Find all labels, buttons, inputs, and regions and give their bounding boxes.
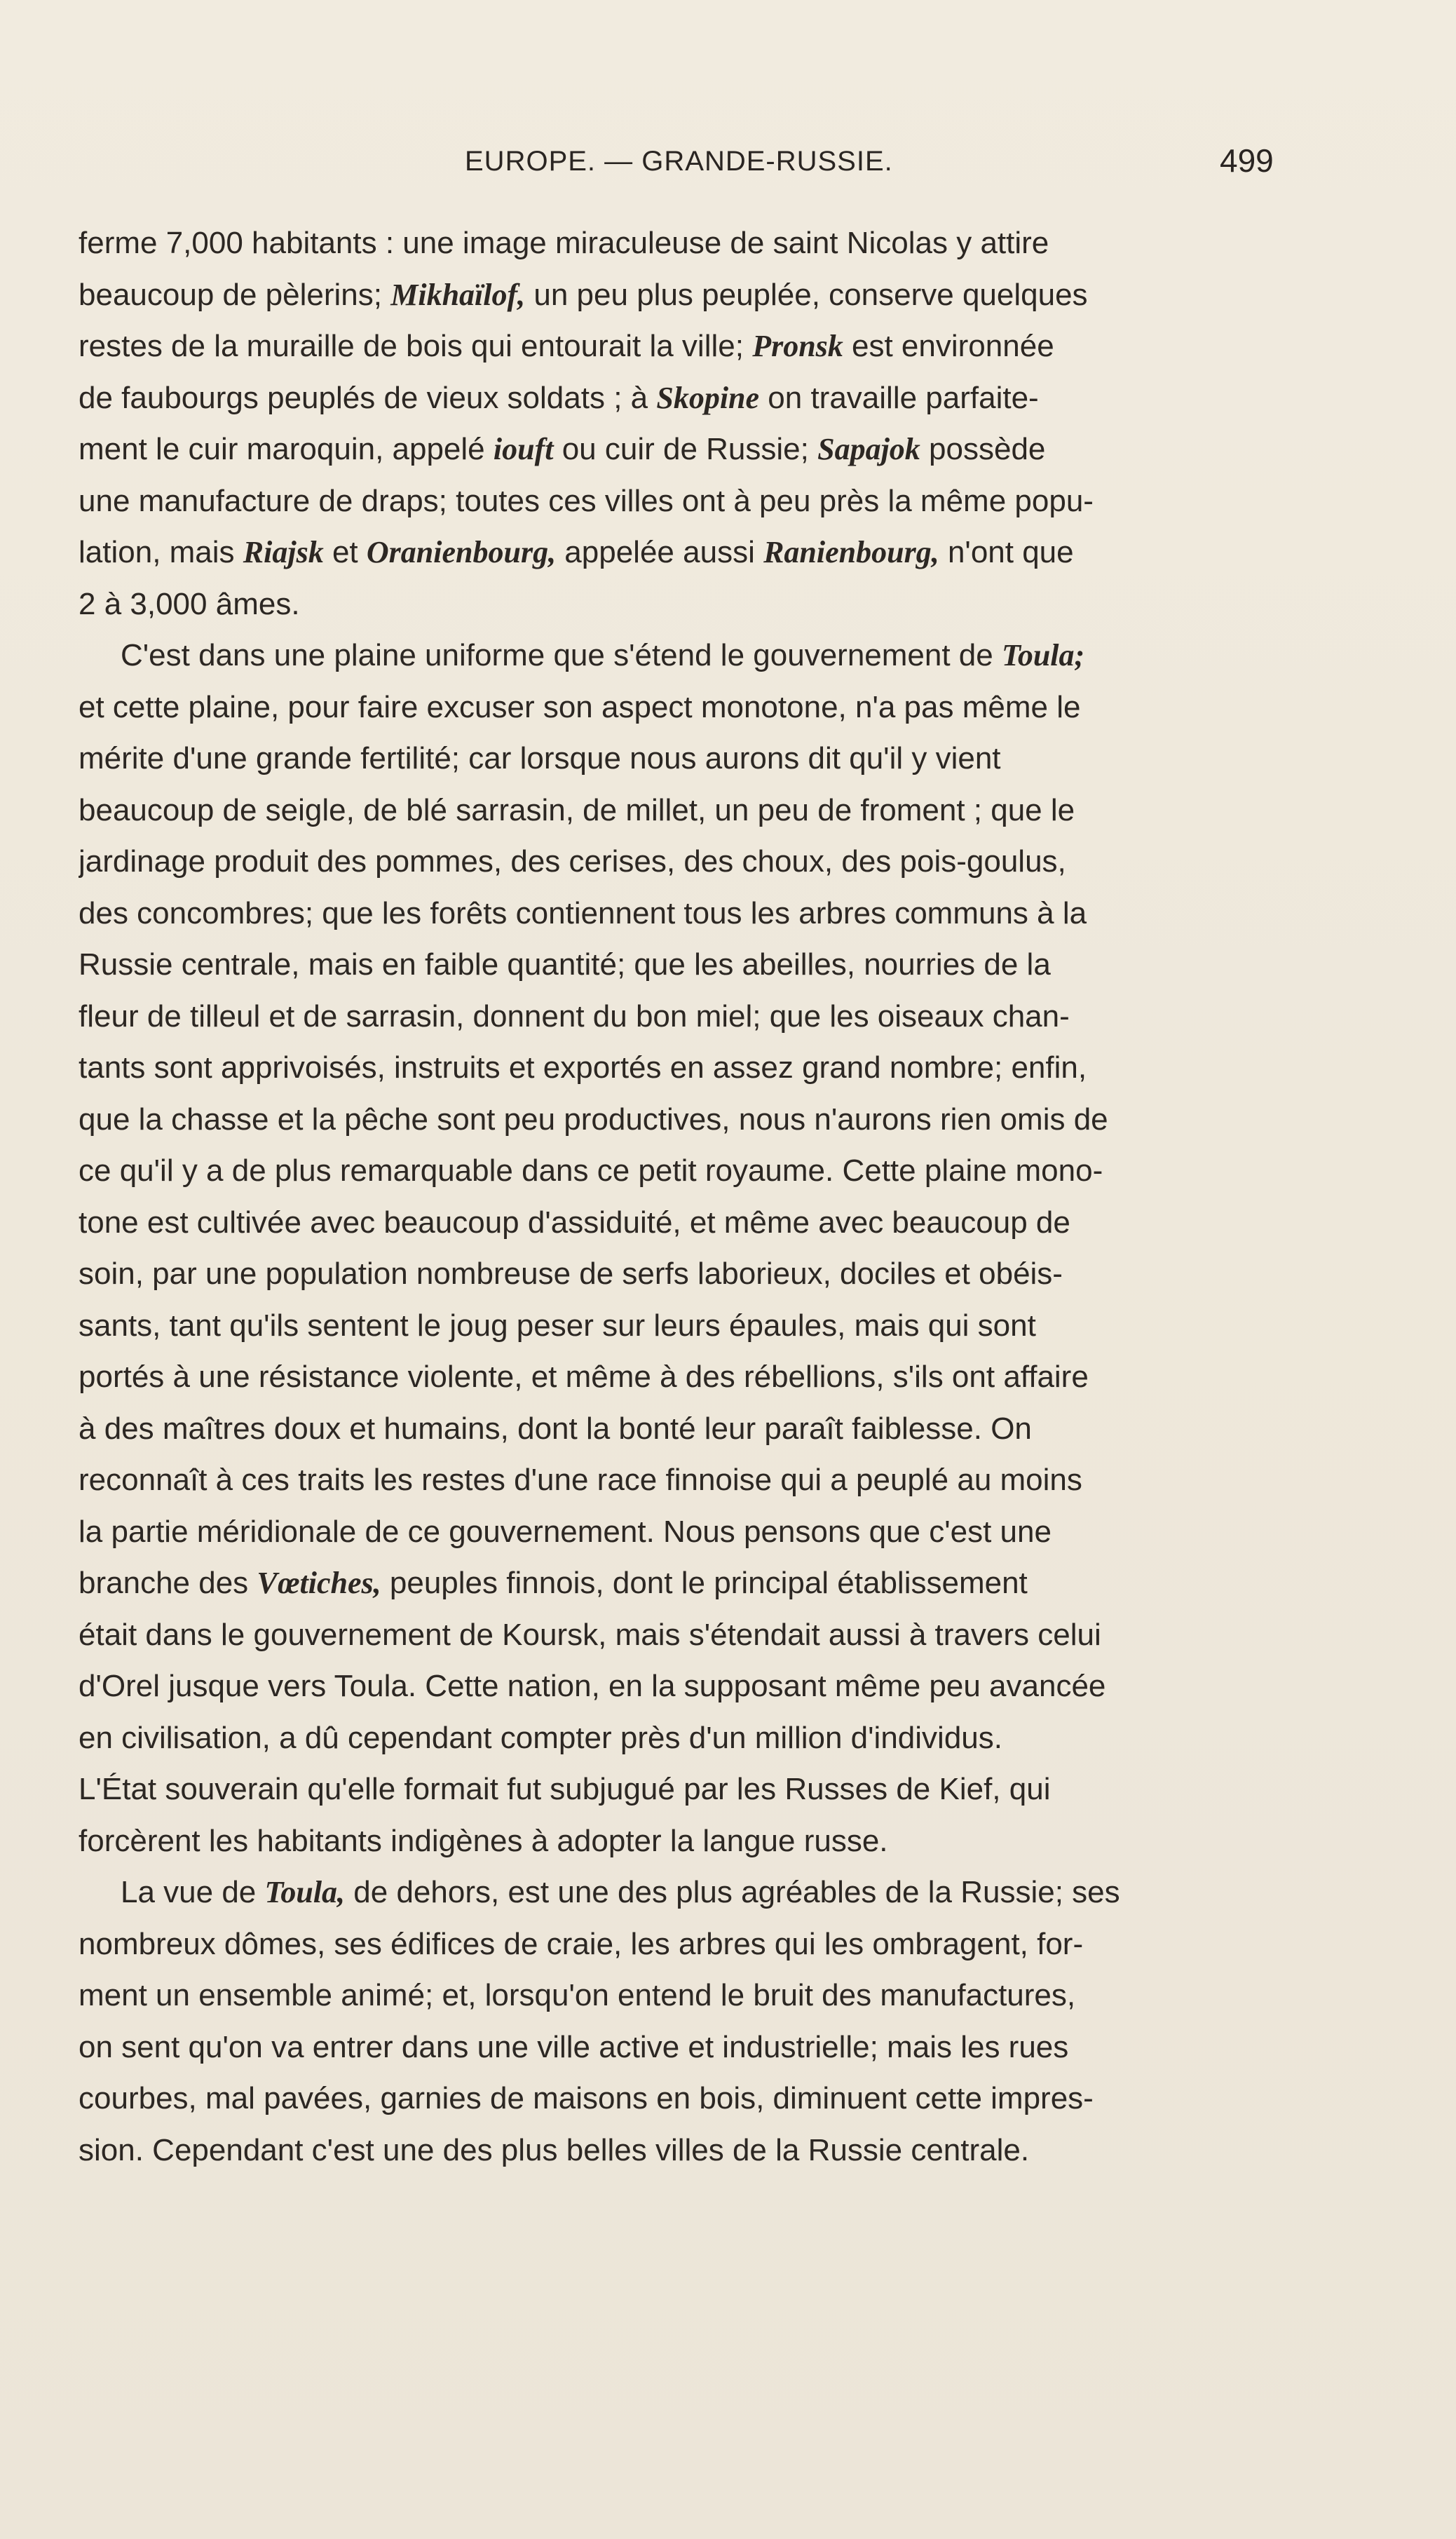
text-line: mérite d'une grande fertilité; car lorsque nous aurons dit qu'il y vient: [79, 741, 1001, 776]
place-name: Skopine: [656, 380, 760, 415]
running-head: EUROPE. — GRANDE-RUSSIE.: [465, 146, 893, 177]
text-line: d'Orel jusque vers Toula. Cette nation, en la supposant même peu avancée: [79, 1669, 1106, 1703]
paragraph-2: [79, 630, 1325, 1867]
text-line: lation, mais Riajsk et Oranienbourg, appelée aussi Ranienbourg, n'ont que: [79, 535, 1074, 569]
text-line: de faubourgs peuplés de vieux soldats ; à Skopine on travaille parfaite-: [79, 380, 1039, 415]
text-line: ment le cuir maroquin, appelé iouft ou cuir de Russie; Sapajok possède: [79, 432, 1046, 466]
text-line: la partie méridionale de ce gouvernement. Nous pensons que c'est une: [79, 1514, 1052, 1549]
place-name: Mikhaïlof,: [390, 277, 526, 312]
text-line: La vue de Toula, de dehors, est une des plus agréables de la Russie; ses: [121, 1875, 1120, 1909]
text-line: C'est dans une plaine uniforme que s'étend le gouvernement de Toula;: [121, 638, 1085, 672]
text-line: on sent qu'on va entrer dans une ville active et industrielle; mais les rues: [79, 2029, 1069, 2064]
text-line: ce qu'il y a de plus remarquable dans ce petit royaume. Cette plaine mono-: [79, 1153, 1103, 1188]
page-header: [0, 142, 1456, 188]
place-name: Pronsk: [752, 329, 843, 363]
text-line: jardinage produit des pommes, des cerises, des choux, des pois-goulus,: [79, 844, 1066, 879]
text-line: fleur de tilleul et de sarrasin, donnent du bon miel; que les oiseaux chan-: [79, 998, 1070, 1034]
text-line: à des maîtres doux et humains, dont la bonté leur paraît faiblesse. On: [79, 1411, 1032, 1446]
text-line: des concombres; que les forêts contiennent tous les arbres communs à la: [79, 895, 1087, 930]
text-line: sants, tant qu'ils sentent le joug peser sur leurs épaules, mais qui sont: [79, 1308, 1036, 1343]
text-line: soin, par une population nombreuse de serfs laborieux, dociles et obéis-: [79, 1257, 1063, 1291]
people-name: Vœtiches,: [257, 1566, 381, 1600]
text-line: 2 à 3,000 âmes.: [79, 586, 300, 621]
text-line: L'État souverain qu'elle formait fut subjugué par les Russes de Kief, qui: [79, 1772, 1051, 1806]
place-name: Ranienbourg,: [763, 535, 939, 569]
text-line: portés à une résistance violente, et même à des rébellions, s'ils ont affaire: [79, 1360, 1089, 1394]
place-name: Riajsk: [243, 535, 324, 569]
text-line: reconnaît à ces traits les restes d'une race finnoise qui a peuplé au moins: [79, 1463, 1082, 1497]
text-line: tants sont apprivoisés, instruits et exportés en assez grand nombre; enfin,: [79, 1050, 1087, 1085]
text-line: tone est cultivée avec beaucoup d'assiduité, et même avec beaucoup de: [79, 1205, 1070, 1240]
text-line: ment un ensemble animé; et, lorsqu'on entend le bruit des manufactures,: [79, 1978, 1076, 2012]
text-line: une manufacture de draps; toutes ces villes ont à peu près la même popu-: [79, 483, 1094, 518]
text-line: Russie centrale, mais en faible quantité; que les abeilles, nourries de la: [79, 947, 1051, 982]
place-name: Sapajok: [817, 432, 920, 466]
term: iouft: [493, 432, 554, 466]
place-name: Toula,: [264, 1875, 346, 1909]
text-line: en civilisation, a dû cependant compter près d'un million d'individus.: [79, 1720, 1002, 1755]
text-line: était dans le gouvernement de Koursk, mais s'étendait aussi à travers celui: [79, 1617, 1101, 1652]
place-name: Oranienbourg,: [366, 535, 557, 569]
paragraph-3: [79, 1867, 1325, 2176]
paragraph-1: [79, 217, 1325, 630]
text-line: beaucoup de pèlerins; Mikhaïlof, un peu plus peuplée, conserve quelques: [79, 277, 1088, 312]
page-number: 499: [1220, 142, 1274, 179]
text-line: nombreux dômes, ses édifices de craie, les arbres qui les ombragent, for-: [79, 1926, 1084, 1961]
text-line: branche des Vœtiches, peuples finnois, dont le principal établissement: [79, 1566, 1028, 1600]
body-text: [79, 217, 1325, 2176]
text-line: forcèrent les habitants indigènes à adopter la langue russe.: [79, 1823, 888, 1858]
text-line: courbes, mal pavées, garnies de maisons en bois, diminuent cette impres-: [79, 2081, 1094, 2115]
text-line: et cette plaine, pour faire excuser son aspect monotone, n'a pas même le: [79, 689, 1081, 724]
text-line: sion. Cependant c'est une des plus belles villes de la Russie centrale.: [79, 2132, 1030, 2167]
text-line: que la chasse et la pêche sont peu productives, nous n'aurons rien omis de: [79, 1102, 1108, 1137]
text-line: beaucoup de seigle, de blé sarrasin, de millet, un peu de froment ; que le: [79, 792, 1075, 827]
text-line: restes de la muraille de bois qui entourait la ville; Pronsk est environnée: [79, 329, 1054, 363]
text-line: ferme 7,000 habitants : une image miraculeuse de saint Nicolas y attire: [79, 226, 1049, 260]
place-name: Toula;: [1001, 638, 1085, 672]
